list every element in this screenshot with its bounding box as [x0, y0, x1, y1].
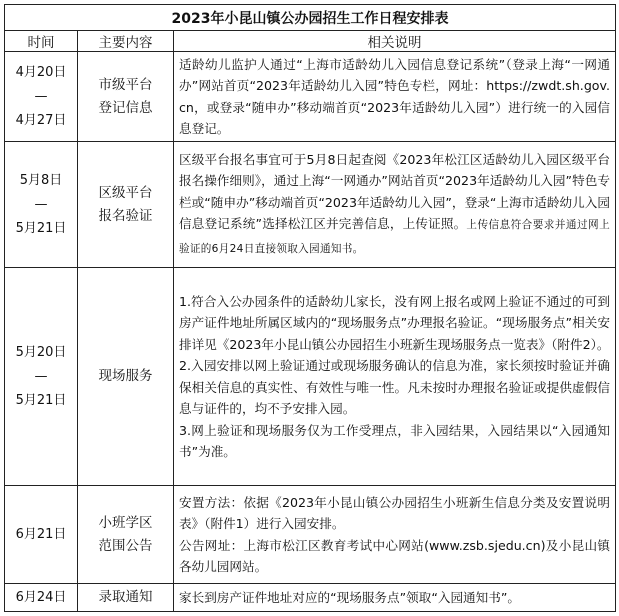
date-start: 5月20日: [15, 344, 67, 360]
schedule-table: [4, 4, 616, 612]
date-cell: [5, 268, 78, 486]
date-cell: [5, 142, 78, 268]
content-cell: [78, 486, 174, 584]
date-single: 6月24日: [15, 589, 67, 605]
desc-cell: 适龄幼儿监护人通过“上海市适龄幼儿入园信息登记系统”（登录上海“一网通办”网站首页“2023年适龄幼儿入园”特色专栏，网址：https://zwdt.sh.gov.cn，或登录“随申办”移动端首页“2023年适龄幼儿入园”）进行统一的入园信息登记。: [174, 52, 616, 142]
desc-para: 公告网址：上海市松江区教育考试中心网站(www.zsb.sjedu.cn)及小昆山镇各幼儿园网站。: [179, 537, 610, 574]
content-cell: [78, 52, 174, 142]
desc-text: 区级平台报名事宜可于5月8日起查阅《2023年松江区适龄幼儿入园区级平台报名操作细则》，通过上海“一网通办”网站首页“2023年适龄幼儿入园”特色专栏或“随申办”移动端首页“2023年适龄幼儿入园”，登录“上海市适龄幼儿入园信息登记系统”选择松江区并完善信息，上传证照。: [179, 151, 610, 232]
date-end: 5月21日: [15, 220, 67, 236]
table-row: [5, 486, 616, 584]
date-dash: —: [34, 368, 48, 384]
desc-cell: [174, 268, 616, 486]
desc-cell: 家长到房产证件地址对应的“现场服务点”领取“入园通知书”。: [174, 584, 616, 612]
date-end: 5月21日: [15, 392, 67, 408]
content-line: 报名验证: [98, 207, 153, 224]
header-desc: 相关说明: [174, 31, 616, 52]
content-line: 小班学区: [98, 514, 153, 531]
date-dash: —: [34, 196, 48, 212]
table-row: [5, 584, 616, 612]
content-line: 市级平台: [98, 76, 153, 93]
content-line: 登记信息: [98, 99, 153, 116]
date-cell: [5, 52, 78, 142]
date-cell: [5, 584, 78, 612]
date-start: 5月8日: [19, 172, 63, 188]
content-line: 范围公告: [98, 537, 153, 554]
desc-para: 3.网上验证和现场服务仅为工作受理点，非入园结果，入园结果以“入园通知书”为准。: [179, 422, 610, 459]
table-row: [5, 142, 616, 268]
desc-cell: [174, 486, 616, 584]
content-cell: [78, 584, 174, 612]
content-cell: [78, 142, 174, 268]
content-line: 录取通知: [98, 589, 153, 605]
date-end: 4月27日: [15, 112, 67, 128]
date-start: 4月20日: [15, 64, 67, 80]
table-row: [5, 52, 616, 142]
content-line: 现场服务: [98, 368, 153, 384]
content-line: 区级平台: [98, 184, 153, 201]
header-time: 时间: [5, 31, 78, 52]
desc-para: 1.符合入公办园条件的适龄幼儿家长，没有网上报名或网上验证不通过的可到房产证件地址所属区域内的“现场服务点”办理报名验证。“现场服务点”相关安排详见《2023年小昆山镇公办园招生小班新生现场服务点一览表》（附件2）。: [179, 293, 610, 352]
header-content: 主要内容: [78, 31, 174, 52]
date-dash: —: [34, 88, 48, 104]
desc-para: 2.入园安排以网上验证通过或现场服务确认的信息为准，家长须按时验证并确保相关信息的真实性、有效性与唯一性。凡未按时办理报名验证或提供虚假信息与证件的，均不予安排入园。: [179, 358, 610, 416]
desc-note: 上传信息符合要求并通过网上验证的6月24日直接领取入园通知书。: [179, 219, 610, 255]
table-title: 2023年小昆山镇公办园招生工作日程安排表: [5, 5, 616, 31]
table-row: [5, 268, 616, 486]
desc-cell: [174, 142, 616, 268]
desc-para: 安置方法：依据《2023年小昆山镇公办园招生小班新生信息分类及安置说明表》（附件1）进行入园安排。: [179, 494, 610, 531]
date-single: 6月21日: [15, 526, 67, 542]
date-cell: [5, 486, 78, 584]
content-cell: [78, 268, 174, 486]
